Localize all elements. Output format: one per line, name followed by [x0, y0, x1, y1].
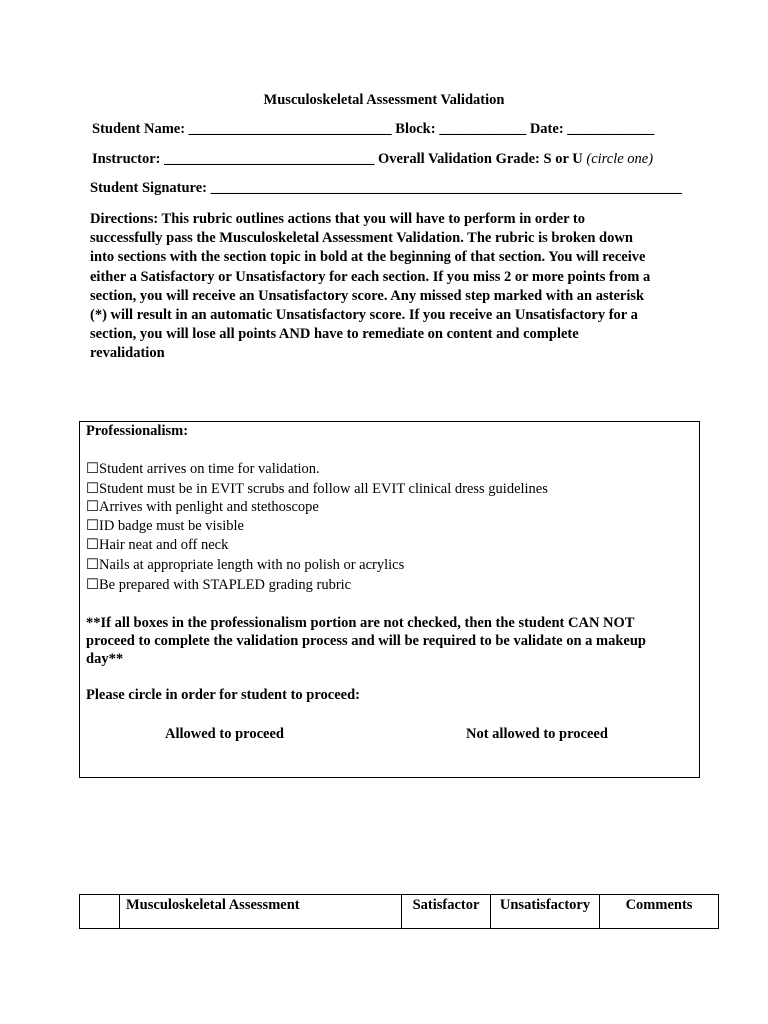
note-line: proceed to complete the validation process and will be required to be validate on a makeup — [86, 633, 646, 649]
directions-line: (*) will result in an automatic Unsatisfactory score. If you receive an Unsatisfactory for a — [90, 307, 638, 324]
checkbox[interactable]: ☐ — [86, 481, 99, 497]
checklist-item — [86, 499, 319, 516]
checklist-item-label: Nails at appropriate length with no polish or acrylics — [99, 557, 405, 573]
checklist-item — [86, 557, 404, 574]
professionalism-note — [86, 614, 686, 668]
student-info-row — [92, 121, 654, 138]
option-allowed-to-proceed[interactable]: Allowed to proceed — [165, 726, 284, 742]
professionalism-heading: Professionalism: — [86, 423, 189, 439]
table-header-cell-assessment: Musculoskeletal Assessment — [120, 895, 402, 929]
checklist-item-label: Student arrives on time for validation. — [99, 461, 320, 477]
table-header-cell-unsatisfactory: Unsatisfactory — [491, 895, 600, 929]
signature-label: Student Signature: — [90, 180, 207, 196]
signature-field[interactable]: _________________________________________________________________ — [210, 180, 682, 196]
checklist-item-label: Arrives with penlight and stethoscope — [99, 499, 319, 515]
page-title: Musculoskeletal Assessment Validation — [263, 92, 505, 108]
table-header-cell-satisfactory: Satisfactor — [402, 895, 491, 929]
grade-options[interactable]: S or U — [543, 151, 583, 167]
checkbox[interactable]: ☐ — [86, 577, 99, 593]
instructor-field[interactable]: _____________________________ — [164, 151, 375, 167]
checklist-item — [86, 577, 351, 594]
student-name-field[interactable]: ____________________________ — [188, 121, 392, 137]
table-header-cell-index — [80, 895, 120, 929]
checkbox[interactable]: ☐ — [86, 518, 99, 534]
directions-paragraph — [90, 210, 690, 364]
checklist-item — [86, 481, 548, 498]
directions-line: either a Satisfactory or Unsatisfactory for each section. If you miss 2 or more points from a — [90, 268, 651, 285]
checkbox[interactable]: ☐ — [86, 499, 99, 515]
directions-line: Directions: This rubric outlines actions that you will have to perform in order to — [90, 211, 585, 227]
table-header-cell-comments: Comments — [600, 895, 719, 929]
grade-label: Overall Validation Grade: — [377, 151, 540, 167]
directions-line: revalidation — [90, 345, 165, 362]
checklist-item-label: Student must be in EVIT scrubs and follow all EVIT clinical dress guidelines — [99, 481, 548, 497]
directions-line: section, you will lose all points AND have to remediate on content and complete — [90, 326, 579, 343]
block-label: Block: — [395, 121, 436, 137]
student-name-label: Student Name: — [92, 121, 186, 137]
checklist-item-label: ID badge must be visible — [99, 518, 244, 534]
assessment-table — [79, 894, 719, 929]
checklist-item — [86, 518, 244, 535]
date-label: Date: — [529, 121, 564, 137]
directions-line: section, you will receive an Unsatisfactory score. Any missed step marked with an asterisk — [90, 287, 645, 304]
date-field[interactable]: ____________ — [567, 121, 655, 137]
checklist-item-label: Hair neat and off neck — [99, 537, 229, 553]
directions-line: into sections with the section topic in bold at the beginning of that section. You will receive — [90, 249, 646, 266]
note-line: day** — [86, 651, 124, 667]
instructor-info-row — [92, 151, 653, 168]
checkbox[interactable]: ☐ — [86, 537, 99, 553]
checkbox[interactable]: ☐ — [86, 557, 99, 573]
table-header-row — [80, 895, 719, 929]
checklist-item — [86, 537, 228, 554]
circle-prompt: Please circle in order for student to proceed: — [86, 687, 360, 703]
checkbox[interactable]: ☐ — [86, 461, 99, 477]
signature-row — [90, 180, 682, 197]
option-not-allowed-to-proceed[interactable]: Not allowed to proceed — [466, 726, 608, 742]
note-line: **If all boxes in the professionalism portion are not checked, then the student CAN NOT — [86, 615, 635, 631]
directions-line: successfully pass the Musculoskeletal Assessment Validation. The rubric is broken down — [90, 230, 633, 247]
grade-hint: (circle one) — [586, 151, 654, 167]
checklist-item-label: Be prepared with STAPLED grading rubric — [99, 577, 352, 593]
block-field[interactable]: ____________ — [439, 121, 527, 137]
instructor-label: Instructor: — [92, 151, 161, 167]
checklist-item — [86, 461, 320, 478]
